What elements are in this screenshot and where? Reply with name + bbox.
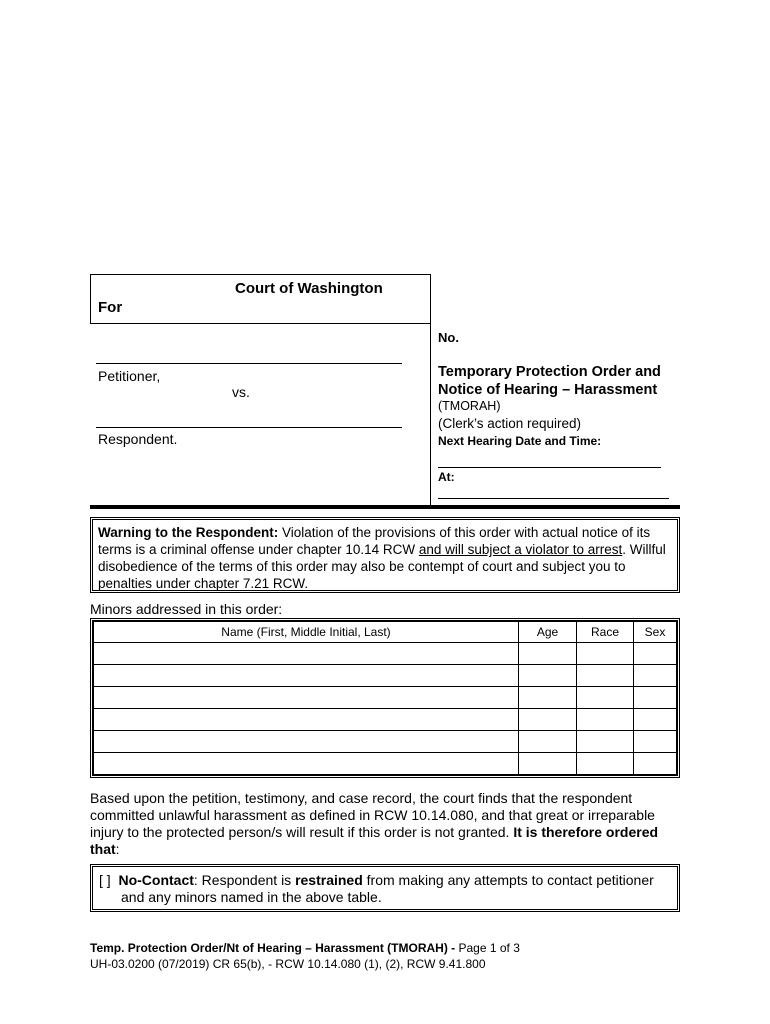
sex-cell[interactable] <box>634 643 677 665</box>
court-title: Court of Washington <box>235 280 383 297</box>
warning-lead: Warning to the Respondent: <box>98 525 279 540</box>
findings-text: Based upon the petition, testimony, and case record, the court finds that the respondent committed unlawful harassment as defined in RCW 10.14.080, and that great or irreparable injury to the protected person/s will result if this order is not granted. <box>90 790 655 840</box>
race-cell[interactable] <box>577 709 634 731</box>
no-contact-checkbox[interactable]: [ ] <box>99 872 111 888</box>
name-cell[interactable] <box>94 709 519 731</box>
no-contact-line2: and any minors named in the above table. <box>121 889 382 905</box>
document-title-line1: Temporary Protection Order and <box>438 364 661 380</box>
for-label: For <box>98 299 123 316</box>
sex-cell[interactable] <box>634 665 677 687</box>
sex-cell[interactable] <box>634 687 677 709</box>
respondent-name-line[interactable] <box>96 427 402 428</box>
vs-label: vs. <box>232 384 250 400</box>
table-row <box>94 753 677 775</box>
no-contact-box <box>90 864 680 912</box>
sex-cell[interactable] <box>634 731 677 753</box>
next-hearing-label: Next Hearing Date and Time: <box>438 434 602 448</box>
footer-page: Page 1 of 3 <box>455 941 520 955</box>
no-contact-line1 <box>99 872 677 889</box>
age-cell[interactable] <box>519 753 577 775</box>
age-column-header: Age <box>519 622 577 643</box>
no-contact-lead: No-Contact <box>118 872 194 888</box>
document-code: (TMORAH) <box>438 399 501 413</box>
warning-box <box>90 517 680 593</box>
name-cell[interactable] <box>94 753 519 775</box>
at-label: At: <box>438 470 455 484</box>
no-contact-bold: restrained <box>295 872 363 888</box>
warning-underlined: and will subject a violator to arrest <box>418 542 623 557</box>
name-cell[interactable] <box>94 731 519 753</box>
page-footer <box>90 940 520 972</box>
age-cell[interactable] <box>519 731 577 753</box>
petitioner-label: Petitioner, <box>98 368 161 384</box>
sex-cell[interactable] <box>634 753 677 775</box>
warning-text-2: . Willful disobedience of the terms of this order may also be contempt of court and subject you to penalties under chapter 7.21 RCW. <box>98 542 666 591</box>
name-cell[interactable] <box>94 643 519 665</box>
table-row <box>94 709 677 731</box>
section-divider <box>90 505 680 509</box>
race-cell[interactable] <box>577 687 634 709</box>
name-cell[interactable] <box>94 687 519 709</box>
age-cell[interactable] <box>519 687 577 709</box>
name-cell[interactable] <box>94 665 519 687</box>
minors-table <box>90 618 680 778</box>
respondent-label: Respondent. <box>98 431 178 447</box>
no-contact-text-2: from making any attempts to contact petitioner <box>362 872 654 888</box>
no-contact-text-1: : Respondent is <box>193 872 296 888</box>
age-cell[interactable] <box>519 709 577 731</box>
caption-divider <box>430 274 431 506</box>
name-column-header: Name (First, Middle Initial, Last) <box>94 622 519 643</box>
table-header-row <box>94 622 677 643</box>
hearing-date-line[interactable] <box>438 467 661 468</box>
table-row <box>94 643 677 665</box>
race-column-header: Race <box>577 622 634 643</box>
race-cell[interactable] <box>577 753 634 775</box>
table-row <box>94 687 677 709</box>
race-cell[interactable] <box>577 665 634 687</box>
findings-bold: It is therefore ordered that <box>90 824 659 857</box>
minors-label: Minors addressed in this order: <box>90 601 283 617</box>
warning-text-1: Violation of the provisions of this order with actual notice of its terms is a criminal offense under chapter 10.14 RCW <box>98 525 651 557</box>
clerk-note: (Clerk’s action required) <box>438 416 582 431</box>
race-cell[interactable] <box>577 643 634 665</box>
sex-cell[interactable] <box>634 709 677 731</box>
footer-title: Temp. Protection Order/Nt of Hearing – Harassment (TMORAH) - <box>90 941 456 955</box>
age-cell[interactable] <box>519 665 577 687</box>
petitioner-name-line[interactable] <box>96 363 402 364</box>
table-row <box>94 665 677 687</box>
table-row <box>94 731 677 753</box>
footer-line2: UH-03.0200 (07/2019) CR 65(b), - RCW 10.14.080 (1), (2), RCW 9.41.800 <box>90 957 486 971</box>
footer-line1 <box>90 940 520 956</box>
findings-end: : <box>115 841 120 857</box>
age-cell[interactable] <box>519 643 577 665</box>
sex-column-header: Sex <box>634 622 677 643</box>
race-cell[interactable] <box>577 731 634 753</box>
document-title-line2: Notice of Hearing – Harassment <box>438 382 658 398</box>
case-number-label: No. <box>438 330 459 345</box>
document-title <box>438 363 678 399</box>
findings-paragraph <box>90 790 680 858</box>
hearing-location-line[interactable] <box>438 498 669 499</box>
